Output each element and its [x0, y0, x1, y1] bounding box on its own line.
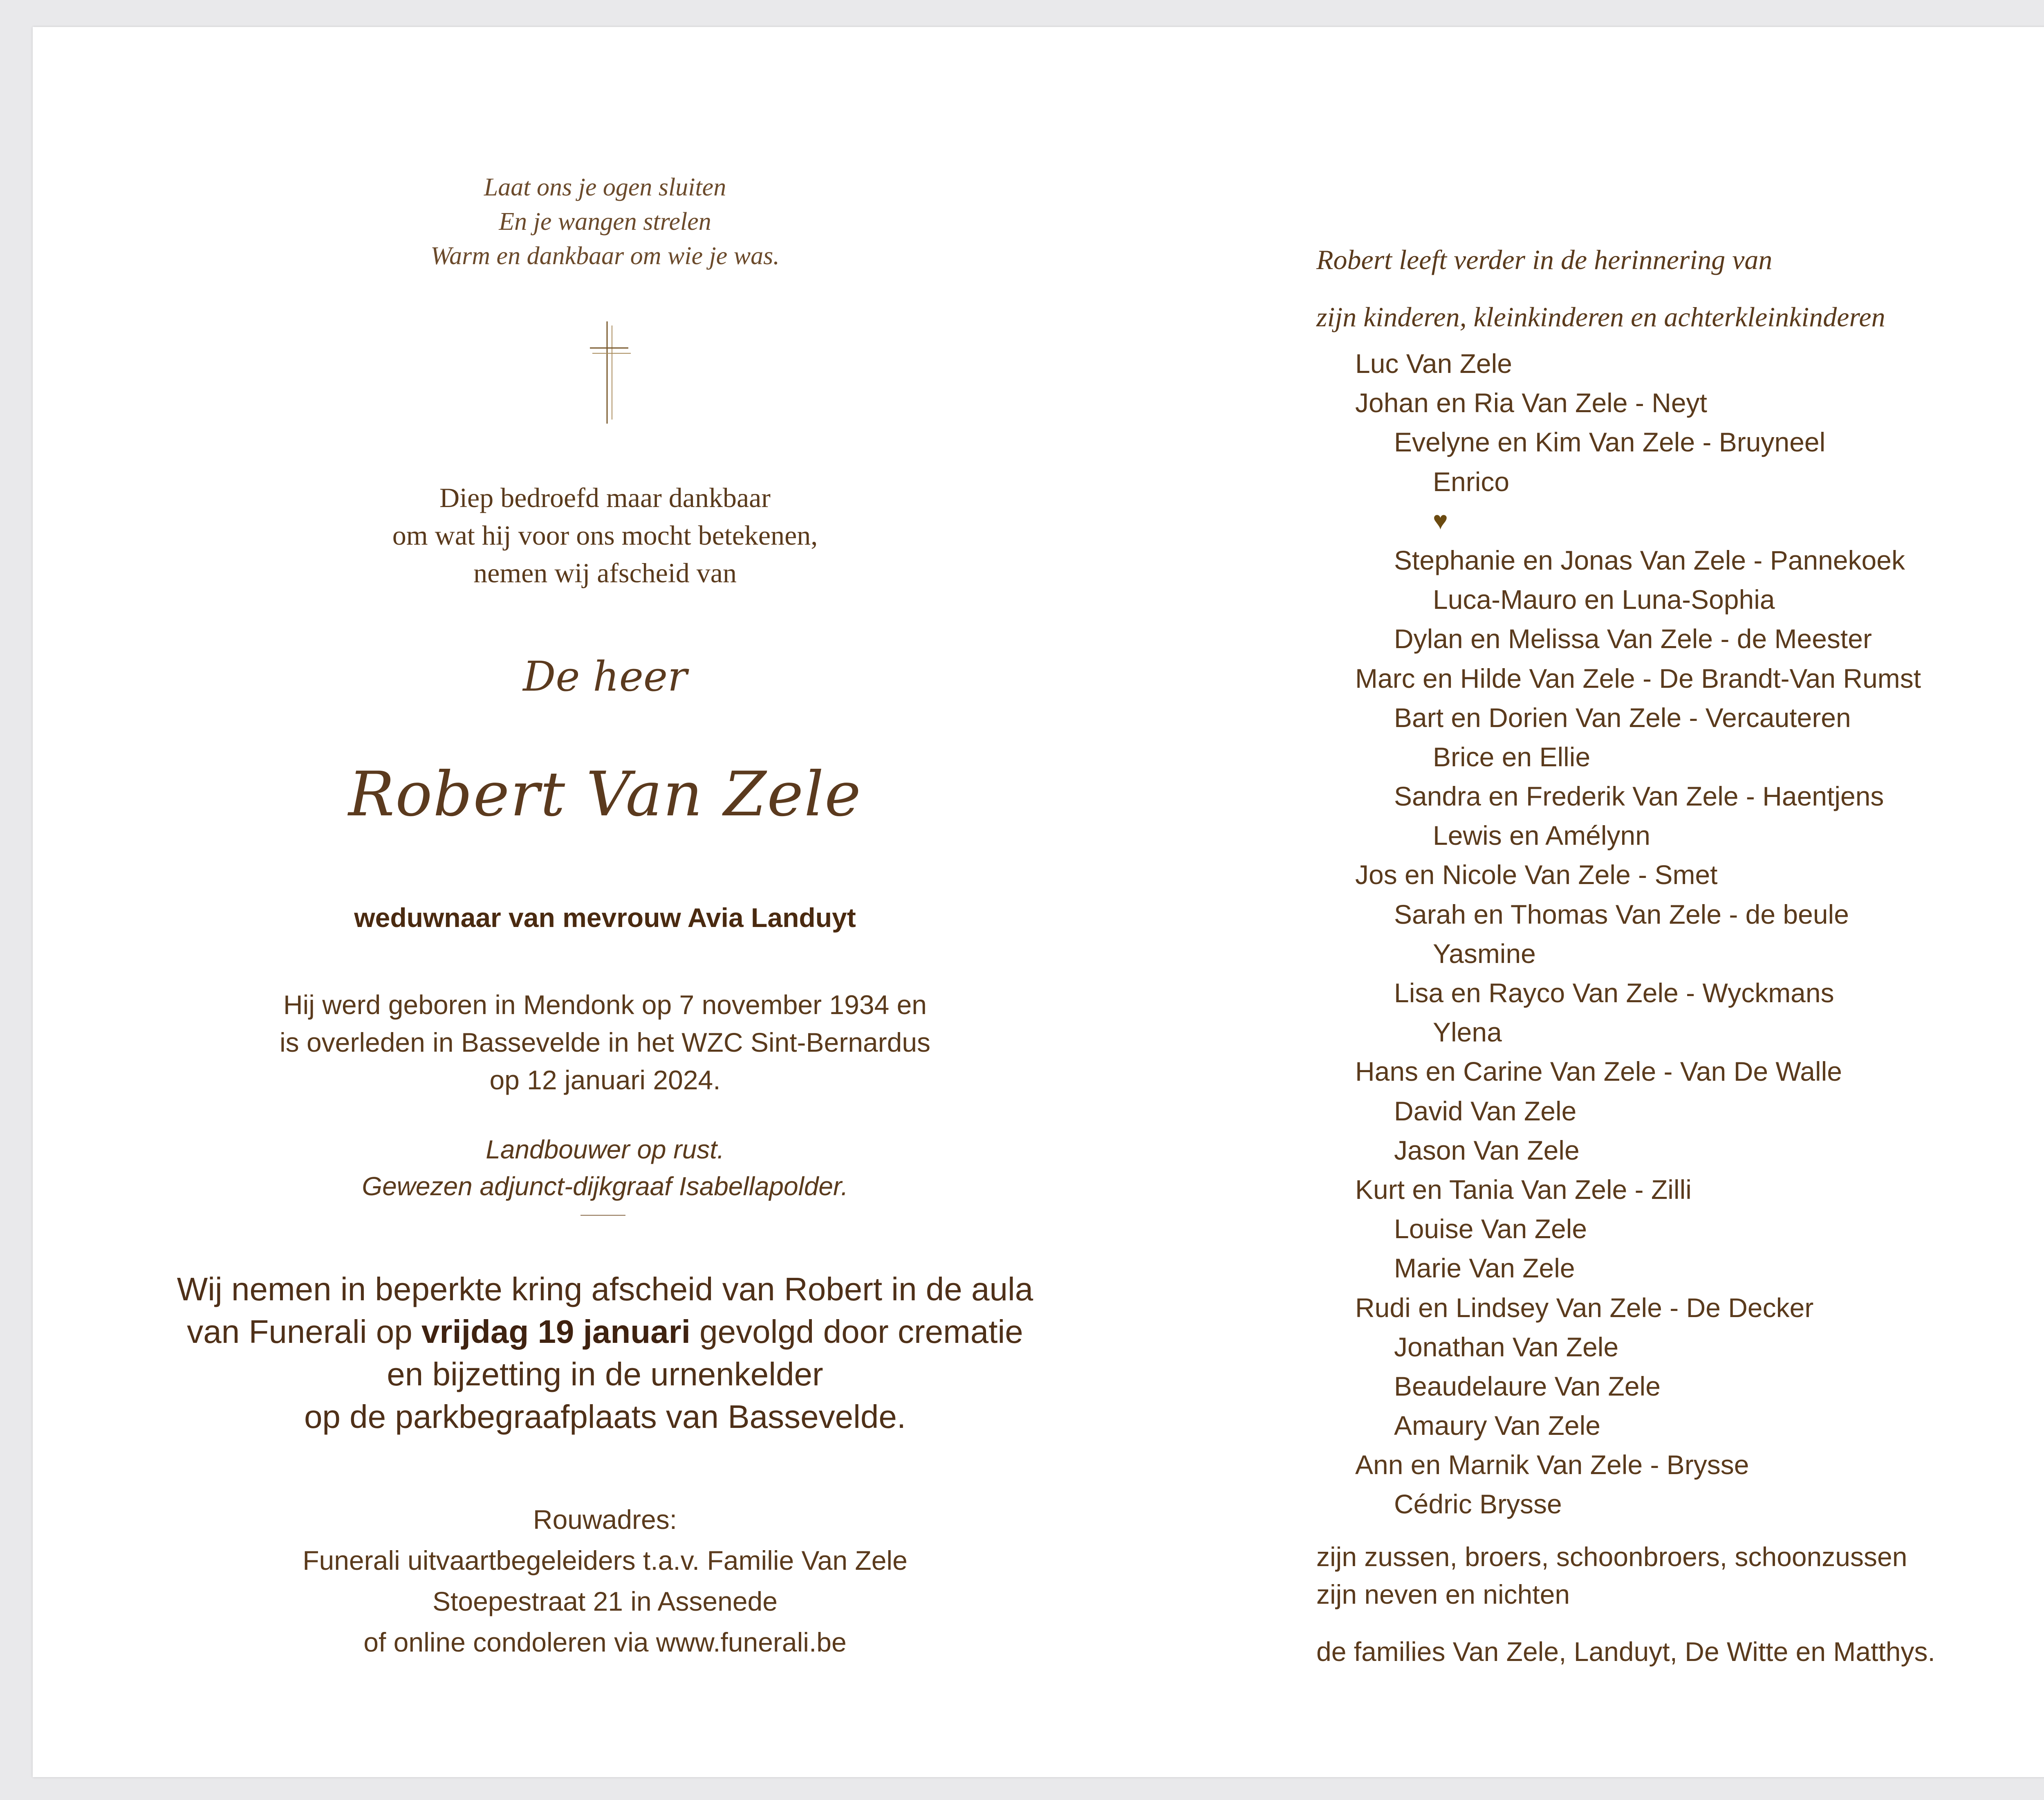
- family-member: Brice en Ellie: [1433, 741, 1591, 772]
- funeral-line: [33, 1311, 1177, 1353]
- family-member: Bart en Dorien Van Zele - Vercauteren: [1394, 702, 1851, 733]
- memorial-card: [33, 27, 2044, 1777]
- intro-line: Diep bedroefd maar dankbaar: [439, 482, 771, 513]
- family-member: Lisa en Rayco Van Zele - Wyckmans: [1394, 978, 1834, 1008]
- funeral-line-pre: van Funerali op: [187, 1313, 421, 1350]
- poem: [33, 170, 1177, 273]
- funeral-date: vrijdag 19 januari: [421, 1313, 690, 1350]
- poem-line: En je wangen strelen: [499, 208, 711, 236]
- funeral-line: en bijzetting in de urnenkelder: [387, 1356, 823, 1392]
- address-line: Funerali uitvaartbegeleiders t.a.v. Familie Van Zele: [303, 1545, 908, 1576]
- address-line: of online condoleren via www.funerali.be: [363, 1627, 847, 1657]
- intro-line: nemen wij afscheid van: [473, 557, 737, 588]
- family-member: Luca-Mauro en Luna-Sophia: [1433, 584, 1775, 615]
- family-member: Marie Van Zele: [1394, 1253, 1575, 1284]
- siblings-line: zijn zussen, broers, schoonbroers, schoonzussen: [1316, 1542, 1907, 1572]
- family-member: Sandra en Frederik Van Zele - Haentjens: [1394, 781, 1884, 812]
- family-member: Evelyne en Kim Van Zele - Bruyneel: [1394, 427, 1826, 458]
- cousins-line: zijn neven en nichten: [1316, 1579, 1570, 1609]
- right-page: [1316, 27, 2044, 1777]
- families-line: de families Van Zele, Landuyt, De Witte en Matthys.: [1316, 1636, 1935, 1667]
- address-line: Rouwadres:: [533, 1504, 677, 1535]
- family-member: Luc Van Zele: [1355, 348, 1513, 379]
- family-member: Ann en Marnik Van Zele - Brysse: [1355, 1450, 1749, 1480]
- family-member: Sarah en Thomas Van Zele - de beule: [1394, 899, 1849, 929]
- cross-icon: [587, 321, 632, 424]
- divider: [580, 1215, 625, 1216]
- family-member: Amaury Van Zele: [1394, 1410, 1600, 1441]
- poem-line: Laat ons je ogen sluiten: [484, 173, 726, 201]
- funeral-text: [33, 1268, 1177, 1438]
- birth-death-line: is overleden in Bassevelde in het WZC Sint-Bernardus: [279, 1027, 931, 1057]
- address-line: Stoepestraat 21 in Assenede: [433, 1586, 778, 1616]
- family-member: Yasmine: [1433, 938, 1536, 969]
- occupation-line: Landbouwer op rust.: [486, 1135, 724, 1164]
- left-page: [33, 27, 1177, 1777]
- family-member: Rudi en Lindsey Van Zele - De Decker: [1355, 1292, 1814, 1323]
- birth-death-line: op 12 januari 2024.: [489, 1065, 721, 1095]
- family-member: Jonathan Van Zele: [1394, 1331, 1619, 1362]
- remembrance-intro: Robert leeft verder in de herinnering van: [1316, 244, 1773, 275]
- birth-death-line: Hij werd geboren in Mendonk op 7 november 1934 en: [283, 990, 927, 1020]
- widower-line: weduwnaar van mevrouw Avia Landuyt: [354, 902, 856, 933]
- family-subheading: zijn kinderen, kleinkinderen en achterkleinkinderen: [1316, 301, 1885, 332]
- family-member: Marc en Hilde Van Zele - De Brandt-Van Rumst: [1355, 663, 1921, 694]
- family-member: Hans en Carine Van Zele - Van De Walle: [1355, 1056, 1842, 1087]
- poem-line: Warm en dankbaar om wie je was.: [430, 242, 780, 270]
- family-list: [1316, 344, 2044, 1524]
- occupation-text: [33, 1131, 1177, 1205]
- funeral-line: op de parkbegraafplaats van Bassevelde.: [304, 1398, 906, 1435]
- intro-line: om wat hij voor ons mocht betekenen,: [392, 520, 818, 551]
- occupation-line: Gewezen adjunct-dijkgraaf Isabellapolder.: [362, 1172, 848, 1201]
- family-member: Beaudelaure Van Zele: [1394, 1371, 1661, 1401]
- family-member: Louise Van Zele: [1394, 1214, 1587, 1244]
- family-member: Lewis en Amélynn: [1433, 820, 1650, 851]
- funeral-line-post: gevolgd door crematie: [690, 1313, 1023, 1350]
- family-member: Kurt en Tania Van Zele - Zilli: [1355, 1174, 1692, 1205]
- family-member: Enrico: [1433, 466, 1510, 497]
- deceased-name: Robert Van Zele: [348, 759, 862, 830]
- family-member: Stephanie en Jonas Van Zele - Pannekoek: [1394, 545, 1905, 575]
- family-member: Ylena: [1433, 1017, 1502, 1048]
- birth-death-text: [33, 986, 1177, 1099]
- extended-family: [1316, 1538, 1907, 1613]
- family-member: Cédric Brysse: [1394, 1489, 1562, 1519]
- heart-icon: ♥: [1433, 506, 1448, 535]
- family-member: Jason Van Zele: [1394, 1135, 1580, 1165]
- family-member: Dylan en Melissa Van Zele - de Meester: [1394, 624, 1872, 654]
- funeral-line: Wij nemen in beperkte kring afscheid van Robert in de aula: [177, 1271, 1033, 1307]
- honorific: De heer: [523, 653, 687, 700]
- family-member: Johan en Ria Van Zele - Neyt: [1355, 388, 1707, 418]
- family-member: David Van Zele: [1394, 1095, 1577, 1126]
- intro-text: [33, 479, 1177, 592]
- family-member: Jos en Nicole Van Zele - Smet: [1355, 860, 1718, 890]
- mourning-address: [33, 1499, 1177, 1663]
